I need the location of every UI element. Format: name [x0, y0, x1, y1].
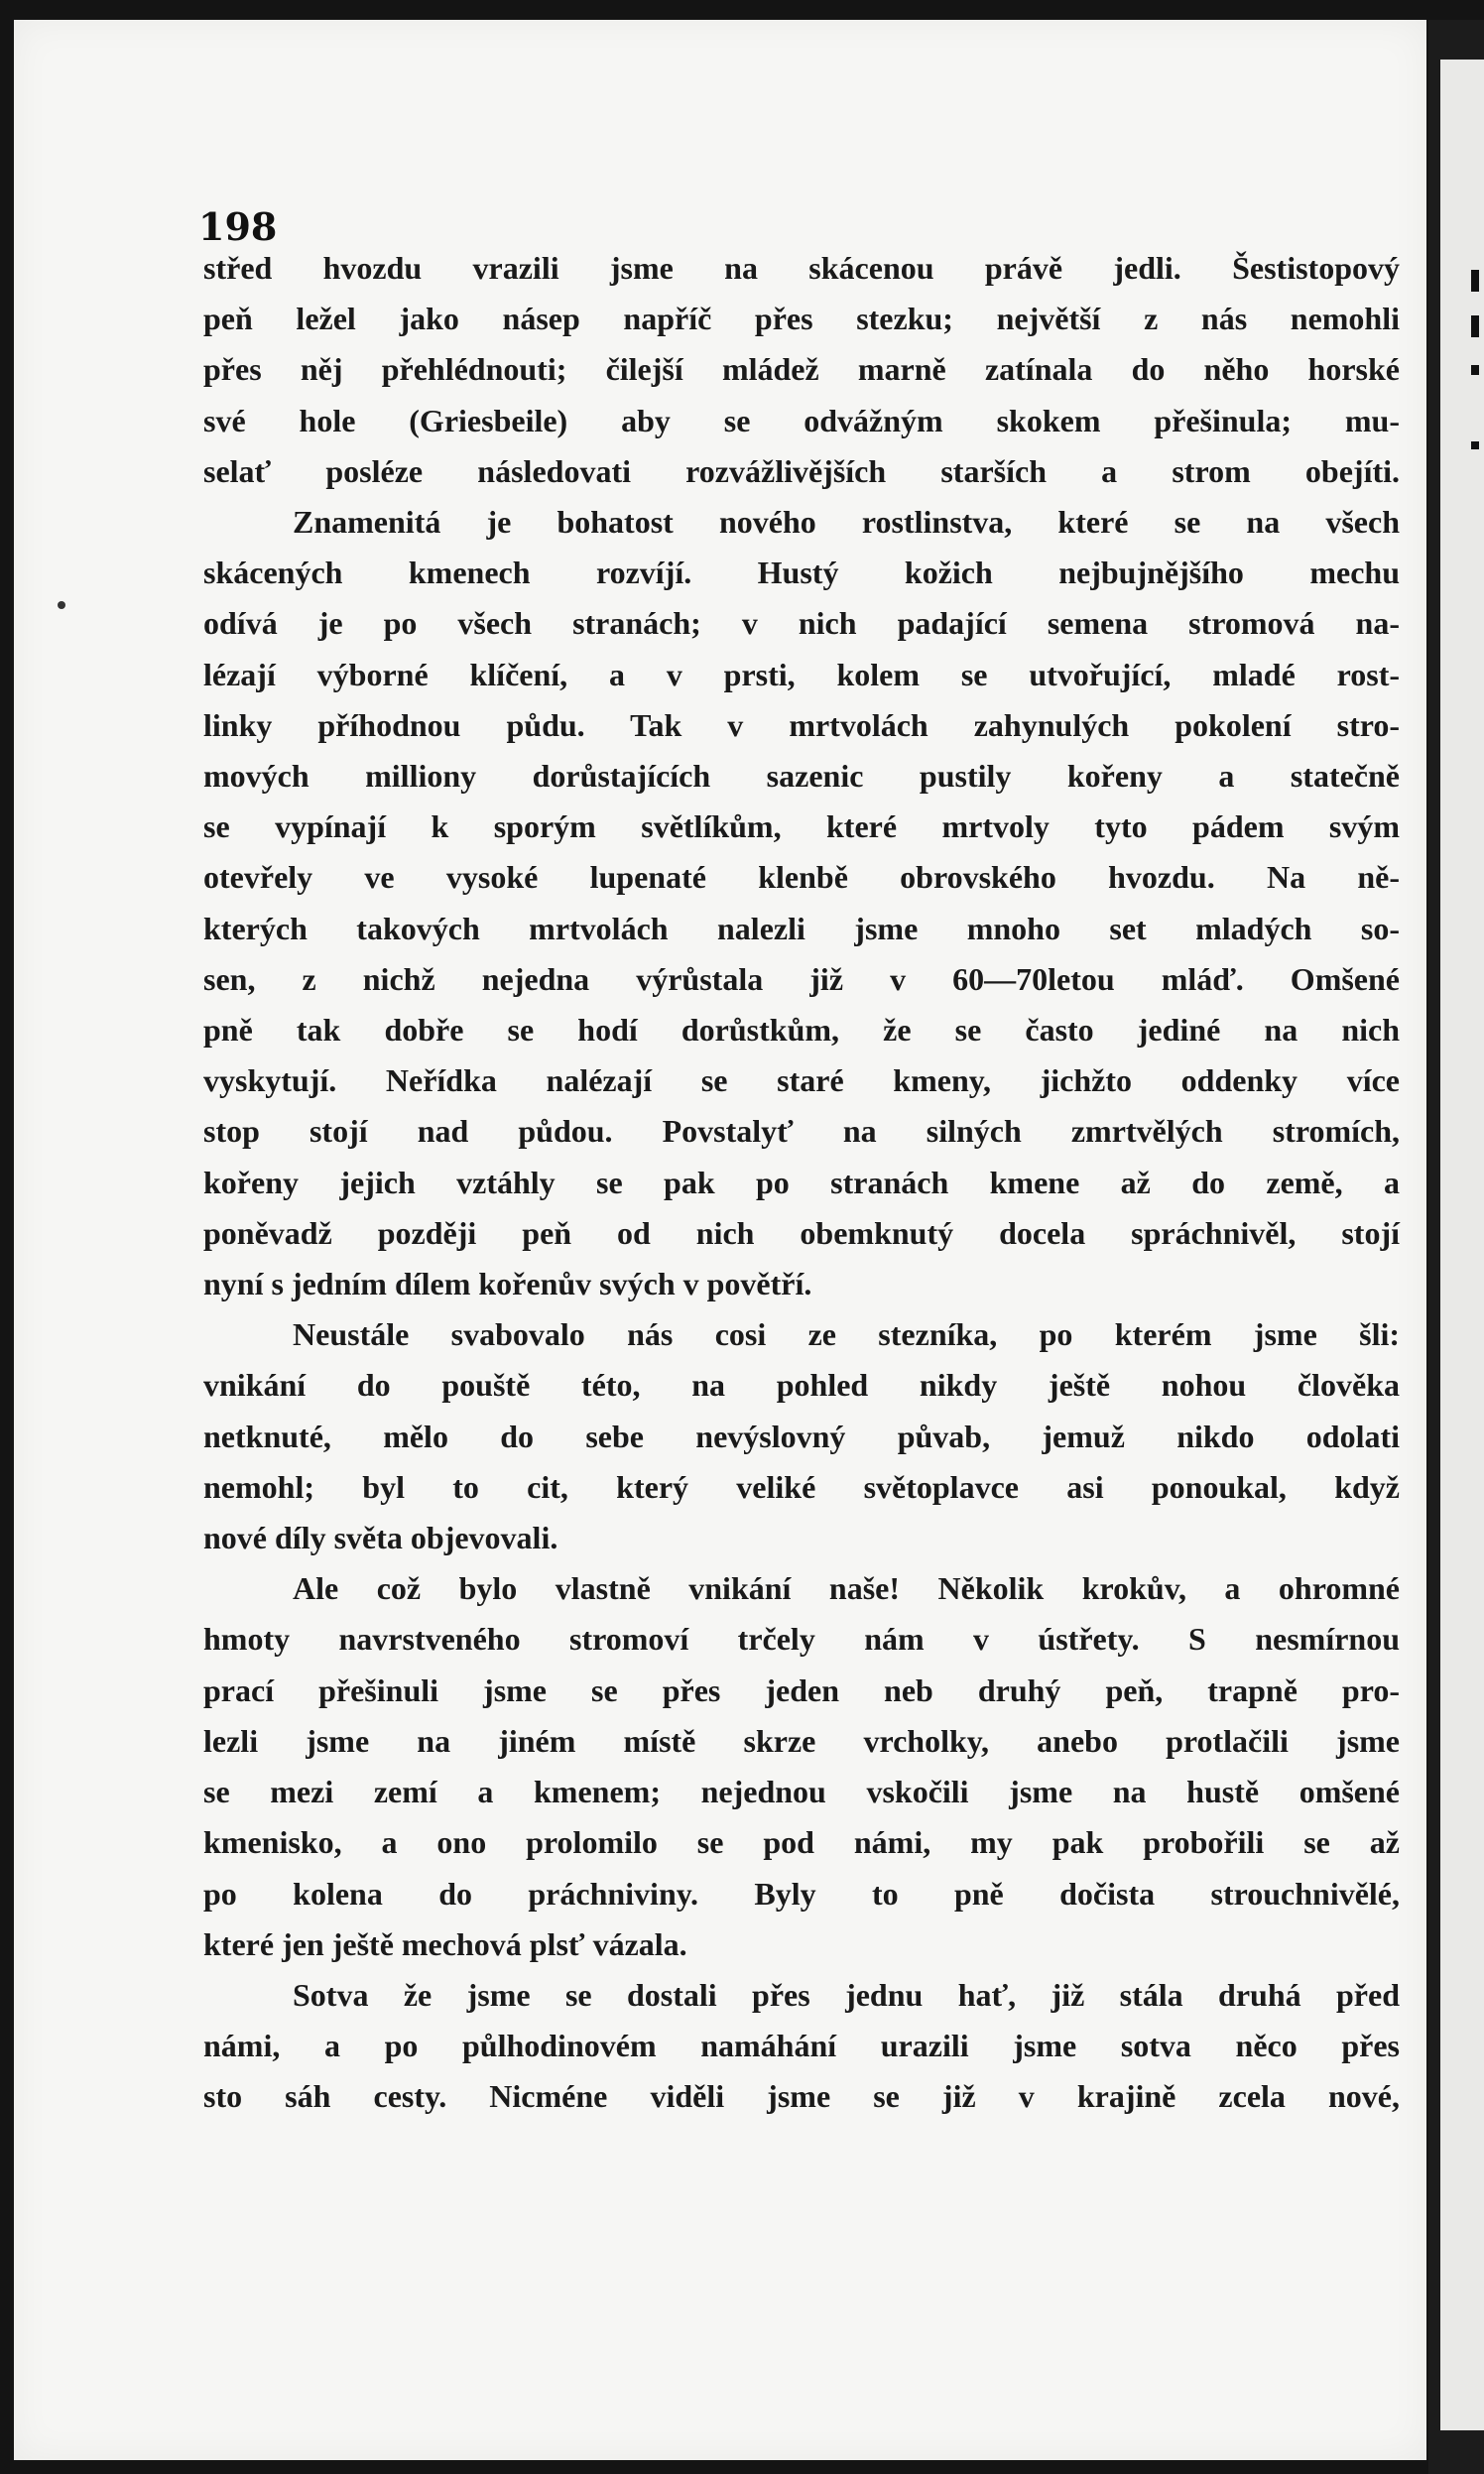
- text-line: vyskytují. Neřídka nalézají se staré kmeny, jichžto oddenky více: [203, 1062, 1400, 1099]
- text-line: skácených kmenech rozvíjí. Hustý kožich nejbujnějšího mechu: [203, 555, 1400, 591]
- text-line: sen, z nichž nejedna výrůstala již v 60—70letou mláď. Omšené: [203, 960, 1400, 997]
- text-line: netknuté, mělo do sebe nevýslovný půvab, jemuž nikdo odolati: [203, 1418, 1400, 1454]
- adjacent-page-edge: [1440, 60, 1484, 2430]
- text-line: prací přešinuli jsme se přes jeden neb druhý peň, trapně pro-: [203, 1671, 1400, 1708]
- text-line: Neustále svabovalo nás cosi ze stezníka, po kterém jsme šli:: [293, 1316, 1400, 1353]
- page-number: 198: [198, 204, 278, 249]
- text-line: Znamenitá je bohatost nového rostlinstva, které se na všech: [293, 504, 1400, 541]
- text-line: otevřely ve vysoké lupenaté klenbě obrovského hvozdu. Na ně-: [203, 859, 1400, 896]
- text-line: vnikání do pouště této, na pohled nikdy ještě nohou člověka: [203, 1367, 1400, 1404]
- text-line: mových milliony dorůstajících sazenic pustily kořeny a statečně: [203, 758, 1400, 795]
- text-line: přes něj přehlédnouti; čilejší mládež marně zatínala do něho horské: [203, 351, 1400, 388]
- text-line: stop stojí nad půdou. Povstalyť na silných zmrtvělých stromích,: [203, 1113, 1400, 1150]
- adjacent-page-mark: [1471, 315, 1479, 337]
- text-line: selať posléze následovati rozvážlivějších starších a strom obejíti.: [203, 452, 1400, 489]
- text-line: nyní s jedním dílem kořenův svých v povětří.: [203, 1266, 812, 1302]
- scan-speck: [58, 601, 65, 609]
- text-line: odívá je po všech stranách; v nich padající semena stromová na-: [203, 605, 1400, 642]
- text-line: námi, a po půlhodinovém namáhání urazili jsme sotva něco přes: [203, 2028, 1400, 2064]
- text-line: střed hvozdu vrazili jsme na skácenou právě jedli. Šestistopový: [203, 250, 1400, 286]
- text-line: které jen ještě mechová plsť vázala.: [203, 1925, 687, 1962]
- adjacent-page-mark: [1471, 270, 1479, 292]
- text-line: peň ležel jako násep napříč přes stezku; největší z nás nemohli: [203, 301, 1400, 337]
- text-line: kořeny jejich vztáhly se pak po stranách kmene až do země, a: [203, 1164, 1400, 1200]
- text-line: Sotva že jsme se dostali přes jednu hať, již stála druhá před: [293, 1976, 1400, 2013]
- text-line: nové díly světa objevovali.: [203, 1520, 558, 1556]
- text-line: lezli jsme na jiném místě skrze vrcholky, anebo protlačili jsme: [203, 1722, 1400, 1759]
- text-line: Ale což bylo vlastně vnikání naše! Několik krokův, a ohromné: [293, 1570, 1400, 1607]
- adjacent-page-mark: [1471, 365, 1479, 375]
- text-line: lézají výborné klíčení, a v prsti, kolem se utvořující, mladé rost-: [203, 656, 1400, 692]
- text-line: hmoty navrstveného stromoví trčely nám v ústřety. S nesmírnou: [203, 1621, 1400, 1658]
- text-line: poněvadž později peň od nich obemknutý docela spráchnivěl, stojí: [203, 1214, 1400, 1251]
- text-line: linky příhodnou půdu. Tak v mrtvolách zahynulých pokolení stro-: [203, 706, 1400, 743]
- text-line: se vypínají k sporým světlíkům, které mrtvoly tyto pádem svým: [203, 808, 1400, 845]
- text-line: kterých takových mrtvolách nalezli jsme mnoho set mladých so-: [203, 910, 1400, 946]
- text-line: své hole (Griesbeile) aby se odvážným skokem přešinula; mu-: [203, 402, 1400, 438]
- adjacent-page-mark: [1471, 441, 1479, 449]
- body-text: [203, 243, 1400, 2123]
- text-line: po kolena do práchniviny. Byly to pně dočista strouchnivělé,: [203, 1875, 1400, 1912]
- text-line: se mezi zemí a kmenem; nejednou vskočili jsme na hustě omšené: [203, 1774, 1400, 1810]
- text-line: nemohl; byl to cit, který veliké světoplavce asi ponoukal, když: [203, 1468, 1400, 1505]
- text-line: pně tak dobře se hodí dorůstkům, že se často jediné na nich: [203, 1012, 1400, 1049]
- text-line: kmenisko, a ono prolomilo se pod námi, my pak probořili se až: [203, 1824, 1400, 1861]
- text-line: sto sáh cesty. Nicméne viděli jsme se již v krajině zcela nové,: [203, 2078, 1400, 2115]
